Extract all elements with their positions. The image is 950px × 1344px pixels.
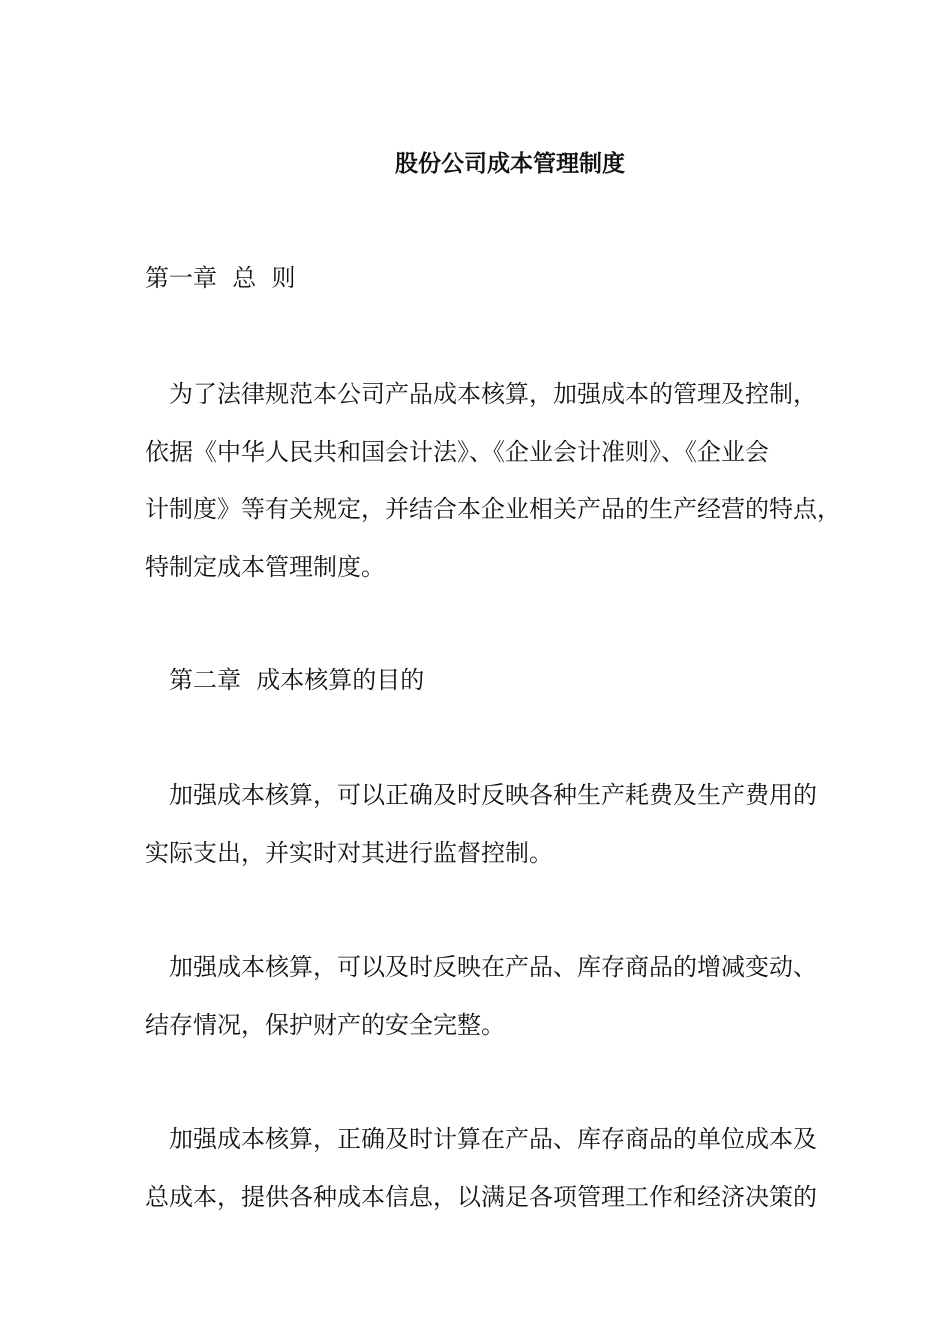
document-title: 股份公司成本管理制度 [395,150,625,177]
paragraph-line: 实际支出，并实时对其进行监督控制。 [145,838,553,867]
paragraph-line: 加强成本核算，正确及时计算在产品、库存商品的单位成本及 [169,1125,817,1153]
paragraph-line: 加强成本核算，可以正确及时反映各种生产耗费及生产费用的 [169,781,817,809]
paragraph-line: 结存情况，保护财产的安全完整。 [145,1010,505,1039]
chapter-1-heading: 第一章 总 则 [145,264,296,292]
paragraph-line: 计制度》等有关规定，并结合本企业相关产品的生产经营的特点， [145,495,841,523]
paragraph-line: 依据《中华人民共和国会计法》、《企业会计准则》、《企业会 [145,437,769,466]
chapter-1-paragraph [145,378,880,608]
paragraph-line: 加强成本核算，可以及时反映在产品、库存商品的增减变动、 [169,953,817,981]
chapter-2-heading: 第二章 成本核算的目的 [169,666,425,694]
paragraph-line: 为了法律规范本公司产品成本核算，加强成本的管理及控制， [169,380,817,408]
chapter-2-paragraph-1 [145,779,880,894]
chapter-2-paragraph-2 [145,951,880,1066]
paragraph-line: 总成本，提供各种成本信息，以满足各项管理工作和经济决策的 [145,1182,817,1211]
paragraph-line: 特制定成本管理制度。 [145,552,385,581]
chapter-2-paragraph-3 [145,1123,880,1238]
